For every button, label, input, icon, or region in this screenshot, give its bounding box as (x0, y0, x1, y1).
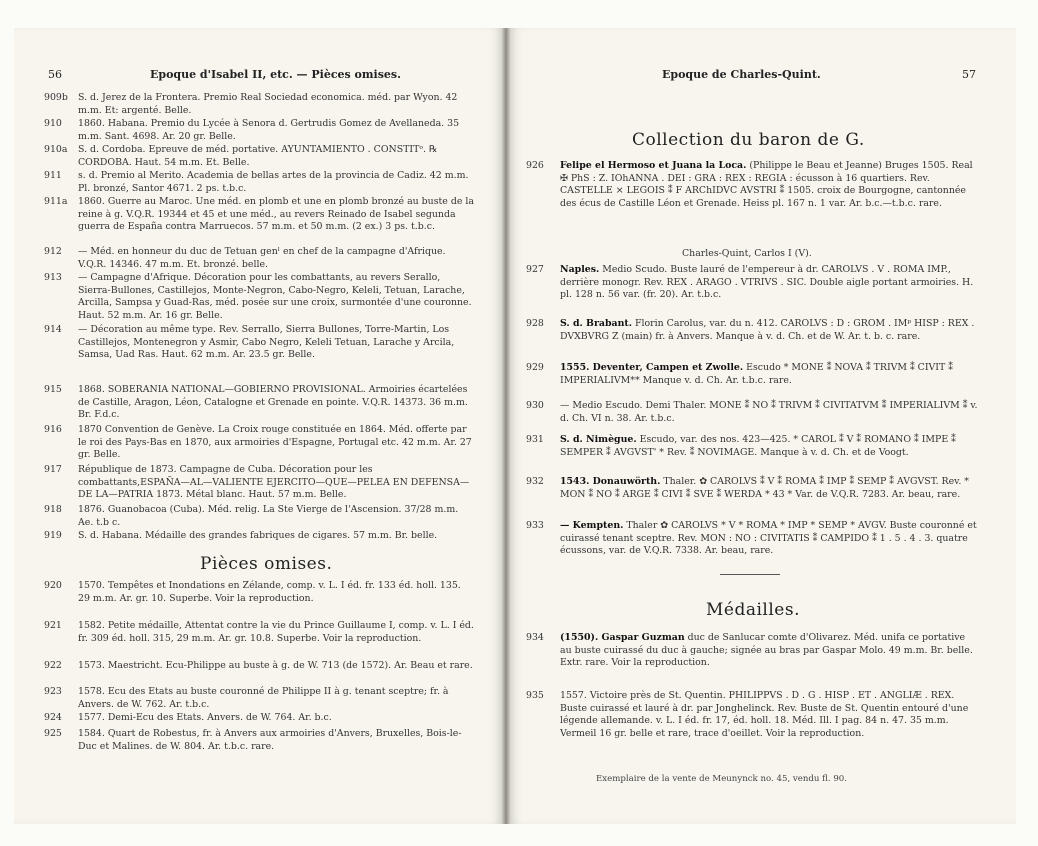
footnote: Exemplaire de la vente de Meunynck no. 45, vendu fl. 90. (596, 774, 848, 784)
catalog-entry (44, 580, 474, 605)
entry-body: (Philippe le Beau et Jeanne) Bruges 1505. Real ✠ PhS : Z. IOhANNA . DEI : GRA : REX : REGIA : écusson à 16 quartiers. Rev. CASTELLE × LEGOIS ⁑ F ARChIDVC AVSTRI ⁑ 1505. croix de Bourgogne, cantonnée des écus de Castille Léon et Grenade. Heiss pl. 167 n. 1 var. Ar. b.c.—t.b.c. rare. (560, 160, 973, 209)
catalog-entry (44, 686, 474, 711)
entry-text: — Décoration au même type. Rev. Serrallo, Sierra Bullones, Torre-Martin, Los Castillejos, Montenegron y Asmir, Cabo Negro, Keleli Tetuan, Larache y Arcila, Samsa, Uad Ras. Haut. 62 m.m. Ar. 23.5 gr. Belle. (78, 324, 455, 361)
catalog-entry (44, 384, 474, 422)
entry-text: 1870 Convention de Genève. La Croix rouge constituée en 1864. Méd. offerte par le roi des Pays-Bas en 1870, aux armoiries d'Espagne, Portugal etc. 42 m.m. Ar. 27 gr. Belle. (78, 424, 472, 461)
entry-text (560, 318, 978, 343)
entry-number: 910 (44, 118, 62, 129)
catalog-entry (526, 632, 978, 670)
entry-heading: S. d. Brabant. (560, 318, 633, 329)
entry-number: 910a (44, 144, 68, 155)
entry-number: 909b (44, 92, 68, 103)
entry-text (560, 476, 978, 501)
entry-heading: S. d. Nimègue. (560, 434, 637, 445)
entry-text (560, 264, 978, 302)
catalog-entry (44, 504, 474, 529)
entry-body: Thaler ✿ CAROLVS * V * ROMA * IMP * SEMP * AVGV. Buste couronné et cuirassé tenant sceptre. Rev. MON : NO : CIVITATIS ⁑ CAMPIDO ⁑ 1 . 5 . 4 . 3. quatre écussons, var. de V.Q.R. 7338. Ar. beau, rare. (560, 520, 977, 557)
section-divider (720, 574, 780, 575)
catalog-entry (44, 728, 474, 753)
catalog-entry (44, 272, 474, 322)
catalog-entry (44, 712, 474, 725)
entry-text (560, 160, 978, 210)
entry-number: 934 (526, 632, 544, 643)
entry-heading: 1543. Donauwörth. (560, 476, 661, 487)
entry-heading: Felipe el Hermoso et Juana la Loca. (560, 160, 747, 171)
entry-text: S. d. Cordoba. Epreuve de méd. portative. AYUNTAMIENTO . CONSTITᵒ. ℞ CORDOBA. Haut. 54 m.m. Et. Belle. (78, 144, 438, 168)
entry-number: 911 (44, 170, 62, 181)
entry-text (560, 434, 978, 459)
catalog-entry (44, 118, 474, 143)
entry-number: 935 (526, 690, 544, 701)
entry-number: 927 (526, 264, 544, 275)
entry-heading: (1550). Gaspar Guzman (560, 632, 685, 643)
entry-text: 1582. Petite médaille, Attentat contre la vie du Prince Guillaume I, comp. v. L. I éd. fr. 309 éd. holl. 315, 29 m.m. Ar. gr. 10.8. Superbe. Voir la reproduction. (78, 620, 474, 644)
entry-body: Escudo, var. des nos. 423—425. * CAROL ⁑ V ⁑ ROMANO ⁑ IMPE ⁑ SEMPER ⁑ AVGVST' * Rev. ⁑ NOVIMAGE. Manque à v. d. Ch. et de Voogt. (560, 434, 956, 458)
entry-number: 931 (526, 434, 544, 445)
entry-heading: — Kempten. (560, 520, 624, 531)
catalog-entry (44, 660, 474, 673)
section-title-medailles: Médailles. (706, 600, 800, 620)
entry-number: 918 (44, 504, 62, 515)
section-title-pieces-omises: Pièces omises. (200, 554, 333, 574)
entry-number: 912 (44, 246, 62, 257)
entry-number: 914 (44, 324, 62, 335)
entry-text (560, 690, 978, 740)
catalog-entry (44, 246, 474, 271)
entry-text (560, 520, 978, 558)
entry-body: Florin Carolus, var. du n. 412. CAROLVS : D : GROM . IMᵖ HISP : REX . DVXBVRG Z (main) fr. à Anvers. Manque à v. d. Ch. et de W. Ar. t. b. c. rare. (560, 318, 975, 342)
catalog-entry (44, 620, 474, 645)
entry-number: 917 (44, 464, 62, 475)
entry-body: Thaler. ✿ CAROLVS ⁑ V ⁑ ROMA ⁑ IMP ⁑ SEMP ⁑ AVGVST. Rev. * MON ⁑ NO ⁑ ARGE ⁑ CIVI ⁑ SVE ⁑ WERDA * 43 * Var. de V.Q.R. 7283. Ar. beau, rare. (560, 476, 969, 500)
page-number-left: 56 (48, 68, 62, 81)
entry-number: 922 (44, 660, 62, 671)
entry-text (560, 632, 978, 670)
entry-body: — Medio Escudo. Demi Thaler. MONE ⁑ NO ⁑ TRIVM ⁑ CIVITATVM ⁑ IMPERIALIVM ⁑ v. d. Ch. VI n. 38. Ar. t.b.c. (560, 400, 978, 424)
entry-number: 923 (44, 686, 62, 697)
entry-number: 933 (526, 520, 544, 531)
entry-text: 1570. Tempêtes et Inondations en Zélande, comp. v. L. I éd. fr. 133 éd. holl. 135. 29 m.m. Ar. gr. 10. Superbe. Voir la reproduction. (78, 580, 461, 604)
entry-number: 915 (44, 384, 62, 395)
entry-body: Escudo * MONE ⁑ NOVA ⁑ TRIVM ⁑ CIVIT ⁑ IMPERIALIVM** Manque v. d. Ch. Ar. t.b.c. rare. (560, 362, 953, 386)
entry-number: 929 (526, 362, 544, 373)
page-number-right: 57 (962, 68, 976, 81)
catalog-entry (526, 160, 978, 210)
entry-text: s. d. Premio al Merito. Academia de bellas artes de la provincia de Cadiz. 42 m.m. Pl. bronzé, Santor 4671. 2 ps. t.b.c. (78, 170, 469, 194)
entry-text: S. d. Jerez de la Frontera. Premio Real Sociedad economica. méd. par Wyon. 42 m.m. Et: argenté. Belle. (78, 92, 458, 116)
catalog-entry (44, 170, 474, 195)
entry-number: 925 (44, 728, 62, 739)
entry-text: — Méd. en honneur du duc de Tetuan genˡ en chef de la campagne d'Afrique. V.Q.R. 14346. 47 m.m. Et. bronzé. belle. (78, 246, 446, 270)
entry-number: 932 (526, 476, 544, 487)
entry-body: 1557. Victoire près de St. Quentin. PHILIPPVS . D . G . HISP . ET . ANGLIÆ . REX. Buste cuirassé et lauré à dr. par Jonghelinck. Rev. Buste de St. Quentin entouré d'une légende allemande. v. L. I éd. fr. 17, éd. holl. 18. Méd. Ill. I pag. 84 n. 47. 35 m.m. Vermeil 16 gr. belle et rare, trace d'oeillet. Voir la reproduction. (560, 690, 969, 739)
running-head-left: Epoque d'Isabel II, etc. — Pièces omises. (150, 68, 401, 81)
entry-text: S. d. Habana. Médaille des grandes fabriques de cigares. 57 m.m. Br. belle. (78, 530, 438, 541)
entry-number: 921 (44, 620, 62, 631)
catalog-entry (44, 424, 474, 462)
entry-number: 926 (526, 160, 544, 171)
catalog-entry (526, 318, 978, 343)
catalog-entry (44, 92, 474, 117)
catalog-entry (44, 464, 474, 502)
entry-number: 928 (526, 318, 544, 329)
entry-text: — Campagne d'Afrique. Décoration pour les combattants, au revers Serallo, Sierra-Bullones, Castillejos, Monte-Negron, Cabo-Negro, Keleli, Tetuan, Larache, Arcilla, Sampsa y Guad-Ras, méd. posée sur une croix, surmontée d'une couronne. Haut. 52 m.m. Ar. 16 gr. Belle. (78, 272, 472, 321)
running-head-right: Epoque de Charles-Quint. (662, 68, 821, 81)
entry-number: 916 (44, 424, 62, 435)
catalog-entry (44, 144, 474, 169)
entry-number: 911a (44, 196, 68, 207)
catalog-entry (526, 400, 978, 425)
section-title-collection: Collection du baron de G. (632, 130, 865, 150)
catalog-entry (44, 324, 474, 362)
entry-number: 930 (526, 400, 544, 411)
entry-text: 1876. Guanobacoa (Cuba). Méd. relig. La Ste Vierge de l'Ascension. 37/28 m.m. Ae. t.b c. (78, 504, 459, 528)
entry-body: duc de Sanlucar comte d'Olivarez. Méd. unifa ce portative au buste cuirassé du duc à gauche; signée au bras par Gaspar Molo. 49 m.m. Br. belle. Extr. rare. Voir la reproduction. (560, 632, 973, 669)
catalog-entry (526, 690, 978, 740)
catalog-entry (526, 476, 978, 501)
entry-number: 920 (44, 580, 62, 591)
entry-text (560, 400, 978, 425)
catalog-entry (44, 196, 474, 234)
entry-number: 924 (44, 712, 62, 723)
entry-text: 1578. Ecu des Etats au buste couronné de Philippe II à g. tenant sceptre; fr. à Anvers. de W. 762. Ar. t.b.c. (78, 686, 449, 710)
entry-number: 913 (44, 272, 62, 283)
entry-text: 1584. Quart de Robestus, fr. à Anvers aux armoiries d'Anvers, Bruxelles, Bois-le-Duc et Malines. de W. 804. Ar. t.b.c. rare. (78, 728, 462, 752)
entry-heading: Naples. (560, 264, 600, 275)
catalog-entry (44, 530, 474, 543)
entry-number: 919 (44, 530, 62, 541)
entry-text: 1860. Habana. Premio du Lycée à Senora d. Gertrudis Gomez de Avellaneda. 35 m.m. Sant. 4698. Ar. 20 gr. Belle. (78, 118, 460, 142)
entry-text: 1577. Demi-Ecu des Etats. Anvers. de W. 764. Ar. b.c. (78, 712, 332, 723)
catalog-entry (526, 362, 978, 387)
entry-body: Medio Scudo. Buste lauré de l'empereur à dr. CAROLVS . V . ROMA IMP., derrière monogr. Rev. REX . ARAGO . VTRIVS . SIC. Double aigle portant armoiries. H. pl. 128 n. 56 var. (fr. 20). Ar. t.b.c. (560, 264, 974, 301)
catalog-entry (526, 520, 978, 558)
entry-text: 1860. Guerre au Maroc. Une méd. en plomb et une en plomb bronzé au buste de la reine à g. V.Q.R. 19344 et 45 et une méd., au revers Reinado de Isabel segunda guerra de España contra Marruecos. 57 m.m. et 50 m.m. (2 ex.) 3 ps. t.b.c. (78, 196, 474, 233)
entry-heading: 1555. Deventer, Campen et Zwolle. (560, 362, 744, 373)
catalog-entry (526, 434, 978, 459)
subheading-charles-quint: Charles-Quint, Carlos I (V). (682, 248, 812, 259)
entry-text: République de 1873. Campagne de Cuba. Décoration pour les combattants,ESPAÑA—AL—VALIENTE EJERCITO—QUE—PELEA EN DEFENSA—DE LA—PATRIA 1873. Métal blanc. Haut. 57 m.m. Belle. (78, 464, 470, 501)
entry-text: 1868. SOBERANIA NATIONAL—GOBIERNO PROVISIONAL. Armoiries écartelées de Castille, Aragon, Léon, Catalogne et Grenade en pointe. V.Q.R. 14373. 36 m.m. Br. F.d.c. (78, 384, 468, 421)
entry-text (560, 362, 978, 387)
catalog-entry (526, 264, 978, 302)
entry-text: 1573. Maestricht. Ecu-Philippe au buste à g. de W. 713 (de 1572). Ar. Beau et rare. (78, 660, 473, 671)
book-gutter (502, 28, 510, 824)
